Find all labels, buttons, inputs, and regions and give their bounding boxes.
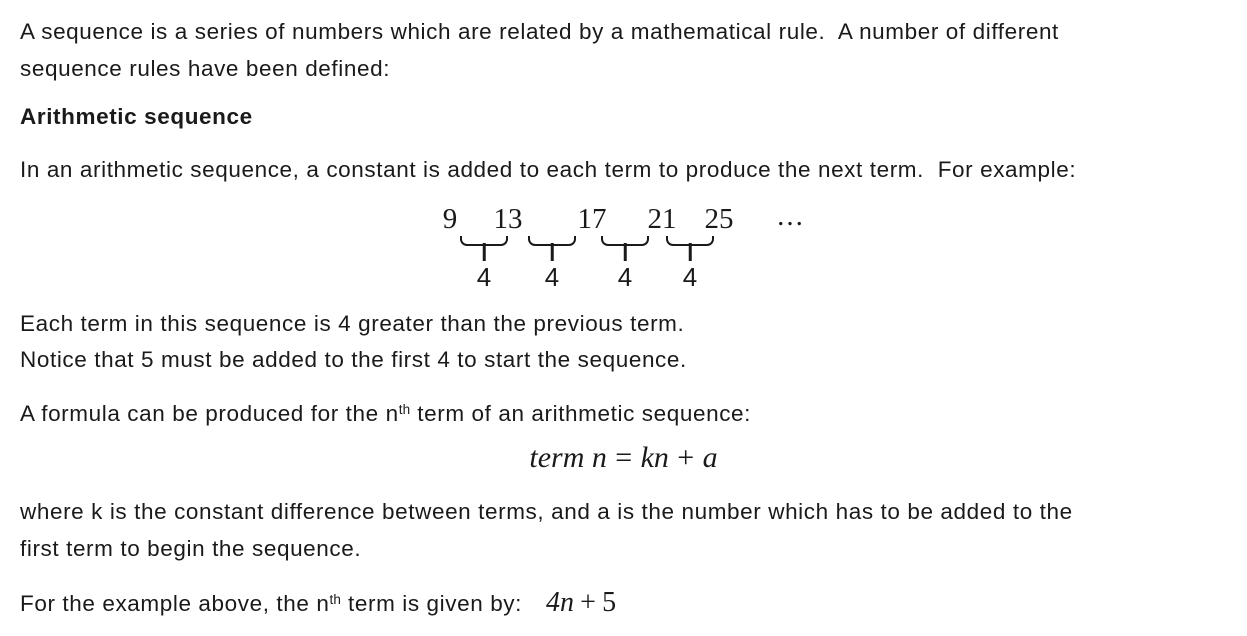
underbrace	[601, 236, 649, 246]
example-nth-line	[20, 585, 616, 619]
expression-variable: n	[560, 587, 575, 618]
nth-term-formula	[0, 441, 1247, 475]
where-line-2: first term to begin the sequence.	[20, 536, 362, 561]
each-term-line: Each term in this sequence is 4 greater than the previous term.	[20, 311, 685, 336]
difference-label: 4	[682, 262, 698, 292]
formula-intro-before: A formula can be produced for the n	[20, 401, 399, 426]
sequence-term: 13	[493, 203, 523, 235]
equals-sign: =	[615, 441, 633, 474]
difference-label: 4	[617, 262, 633, 292]
underbrace	[460, 236, 508, 246]
formula-kn: kn	[640, 441, 669, 474]
plus-sign: +	[580, 587, 596, 618]
underbrace	[528, 236, 576, 246]
formula-intro-line	[20, 395, 751, 429]
example-nth-before: For the example above, the n	[20, 591, 330, 616]
underbrace	[666, 236, 714, 246]
where-line-1: where k is the constant difference between terms, and a is the number which has to be added to the	[20, 499, 1073, 524]
example-intro-line: In an arithmetic sequence, a constant is added to each term to produce the next term. For example:	[20, 157, 1077, 182]
expression-constant: 5	[602, 587, 617, 618]
difference-label: 4	[476, 262, 492, 292]
superscript-th: th	[398, 402, 411, 417]
sequence-term: 21	[647, 203, 677, 235]
sequence-term: 25	[704, 203, 734, 235]
intro-line-1: A sequence is a series of numbers which are related by a mathematical rule. A number of different	[20, 19, 1059, 44]
superscript-th: th	[329, 592, 342, 607]
section-heading: Arithmetic sequence	[20, 104, 253, 129]
example-expression	[546, 587, 616, 618]
formula-a: a	[702, 441, 718, 474]
intro-line-2: sequence rules have been defined:	[20, 56, 391, 81]
example-nth-after: term is given by:	[341, 591, 523, 616]
difference-label: 4	[544, 262, 560, 292]
formula-lhs: term n	[529, 441, 607, 474]
formula-intro-after: term of an arithmetic sequence:	[410, 401, 752, 426]
notice-line: Notice that 5 must be added to the first 4 to start the sequence.	[20, 347, 687, 372]
expression-coefficient: 4	[546, 587, 561, 618]
sequence-ellipsis: ...	[777, 200, 805, 232]
sequence-term: 17	[577, 203, 607, 235]
plus-sign: +	[677, 441, 695, 474]
sequence-term: 9	[442, 203, 458, 235]
